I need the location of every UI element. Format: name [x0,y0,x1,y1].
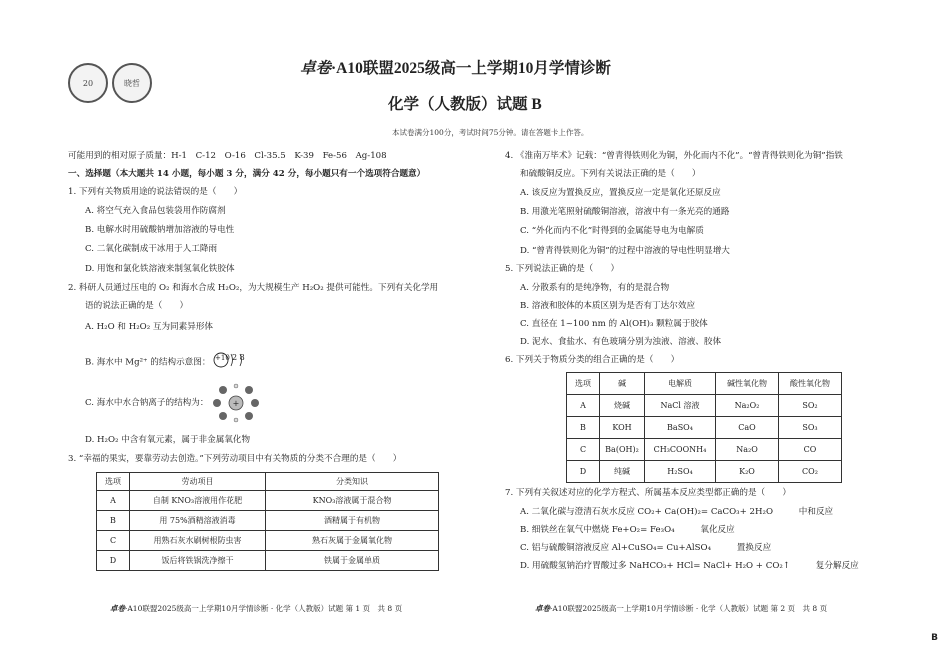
table-header-cell: 碱 [600,373,645,395]
table-header-cell: 劳动项目 [130,473,266,491]
table-cell: NaCl 溶液 [645,395,716,417]
exam-title [300,56,730,78]
table-row [97,531,439,551]
school-seal-logo [68,63,108,103]
q7-option-b: B. 细铁丝在氧气中燃烧 Fe+O₂= Fe₃O₄ 氧化反应 [520,525,735,535]
table-row [97,491,439,511]
question-1: 1. 下列有关物质用途的说法错误的是（ ） [68,187,243,197]
table-cell: B [97,511,130,531]
table-cell: Na₂O [716,439,779,461]
table-cell: 纯碱 [600,461,645,483]
footer-text: ·A10联盟2025级高一上学期10月学情诊断 · 化学（人教版）试题 第 1 页 共 8 页 [125,604,403,613]
table-cell: B [567,417,600,439]
table-cell: 烧碱 [600,395,645,417]
q7-option-a: A. 二氧化碳与澄清石灰水反应 CO₂+ Ca(OH)₂= CaCO₃+ 2H₂O 中和反应 [520,507,834,517]
q4-option-d: D. “曾青得铁则化为铜”的过程中溶液的导电性明显增大 [520,246,730,256]
table-cell: 自制 KNO₃溶液用作花肥 [130,491,266,511]
mg-nucleus-label: +10 [215,354,230,362]
table-cell: C [567,439,600,461]
table-cell: Ba(OH)₂ [600,439,645,461]
q2-option-c: C. 海水中水合钠离子的结构为： [85,398,209,408]
q4-option-a: A. 该反应为置换反应，置换反应一定是氧化还原反应 [520,188,721,198]
table-cell: CO [779,439,842,461]
q1-option-a: A. 将空气充入食品包装袋用作防腐剂 [85,206,226,216]
q2-option-a: A. H₂O 和 H₂O₂ 互为同素异形体 [85,322,214,332]
seal-text: 晓哲 [124,78,140,88]
version-letter: B [931,633,938,643]
table-cell: C [97,531,130,551]
q7-option-c: C. 铝与硫酸铜溶液反应 Al+CuSO₄= Cu+AlSO₄ 置换反应 [520,543,772,553]
footer-brand: 卓卷 [110,604,125,613]
table-row [567,395,842,417]
table-header-row [567,373,842,395]
q4-option-c: C. “外化而内不化”时得到的金属能导电为电解质 [520,226,704,236]
svg-text:+: + [232,399,240,408]
table-cell: D [97,551,130,571]
table-cell: 饭后将铁锅洗净擦干 [130,551,266,571]
table-cell: H₂SO₄ [645,461,716,483]
page-footer-left [110,603,402,614]
table-row [97,551,439,571]
question-3: 3. “幸福的果实，要靠劳动去创造。”下列劳动项目中有关物质的分类不合理的是（ ） [68,454,402,464]
q6-table [566,372,842,483]
exam-subtitle: 化学（人教版）试题 B [388,96,542,113]
q2-option-d: D. H₂O₂ 中含有氧元素，属于非金属氧化物 [85,435,251,445]
education-seal-logo [112,63,152,103]
table-header-cell: 酸性氧化物 [779,373,842,395]
page-footer-right [535,603,827,614]
table-header-cell: 选项 [567,373,600,395]
question-2-line2: 语的说法正确的是（ ） [85,301,189,311]
table-header-cell: 碱性氧化物 [716,373,779,395]
table-cell: SO₂ [779,395,842,417]
question-2-line1: 2. 科研人员通过压电的 O₂ 和海水合成 H₂O₂，为大规模生产 H₂O₂ 提供可能性。下列有关化学用 [68,283,439,293]
mg-shell-labels: 2 8 [232,353,245,362]
table-cell: Na₂O₂ [716,395,779,417]
table-header-cell: 分类知识 [266,473,439,491]
table-cell: KOH [600,417,645,439]
footer-brand: 卓卷 [535,604,550,613]
question-5: 5. 下列说法正确的是（ ） [505,264,620,274]
table-cell: CaO [716,417,779,439]
table-cell: CH₃COONH₄ [645,439,716,461]
q5-option-c: C. 直径在 1~100 nm 的 Al(OH)₃ 颗粒属于胶体 [520,319,708,329]
q7-option-d: D. 用硫酸氢钠治疗胃酸过多 NaHCO₃+ HCl= NaCl+ H₂O + CO₂↑ 复分解反应 [520,561,859,571]
footer-text: ·A10联盟2025级高一上学期10月学情诊断 · 化学（人教版）试题 第 2 页 共 8 页 [550,604,828,613]
q4-option-b: B. 用激光笔照射硫酸铜溶液，溶液中有一条光亮的通路 [520,207,730,217]
table-cell: A [97,491,130,511]
q5-option-a: A. 分散系有的是纯净物，有的是混合物 [520,283,670,293]
question-6: 6. 下列关于物质分类的组合正确的是（ ） [505,355,680,365]
q5-option-b: B. 溶液和胶体的本质区别为是否有丁达尔效应 [520,301,696,311]
q1-option-c: C. 二氧化碳制成干冰用于人工降雨 [85,244,218,254]
question-4-line1: 4. 《淮南万毕术》记载：“曾青得铁则化为铜，外化而内不化”。“曾青得铁则化为铜”指铁 [505,151,843,161]
q2-option-b-text: B. 海水中 Mg²⁺ 的结构示意图： [85,357,211,368]
q3-table [96,472,439,571]
table-header-row [97,473,439,491]
table-cell: 用 75%酒精溶液消毒 [130,511,266,531]
q5-option-d: D. 泥水、食盐水、有色玻璃分别为浊液、溶液、胶体 [520,337,722,347]
hydrated-sodium-ion-diagram [213,383,259,426]
brand-mark: 卓卷 [300,58,332,77]
question-4-line2: 和硫酸铜反应。下列有关说法正确的是（ ） [520,169,701,179]
table-row [567,417,842,439]
question-7: 7. 下列有关叙述对应的化学方程式、所属基本反应类型都正确的是（ ） [505,488,791,498]
atomic-masses: 可能用到的相对原子质量：H-1 C-12 O-16 Cl-35.5 K-39 Fe-56 Ag-108 [68,151,387,161]
table-cell: BaSO₄ [645,417,716,439]
exam-note: 本试卷满分100分，考试时间75分钟。请在答题卡上作答。 [392,128,589,137]
table-cell: 熟石灰属于金属氧化物 [266,531,439,551]
table-cell: D [567,461,600,483]
exam-title-text: ·A10联盟2025级高一上学期10月学情诊断 [331,60,611,77]
section-heading: 一、选择题（本大题共 14 小题，每小题 3 分，满分 42 分，每小题只有一个选项符合题意） [68,169,426,179]
q1-option-d: D. 用饱和氯化铁溶液来制氢氧化铁胶体 [85,264,235,274]
table-cell: SO₃ [779,417,842,439]
table-header-cell: 选项 [97,473,130,491]
q1-option-b: B. 电解水时用硫酸钠增加溶液的导电性 [85,225,235,235]
table-row [97,511,439,531]
table-cell: K₂O [716,461,779,483]
table-cell: KNO₃溶液属于混合物 [266,491,439,511]
table-cell: 用熟石灰水刷树根防虫害 [130,531,266,551]
seal-text: 20 [82,78,94,88]
table-row [567,439,842,461]
table-cell: 酒精属于有机物 [266,511,439,531]
table-cell: 铁属于金属单质 [266,551,439,571]
table-header-cell: 电解质 [645,373,716,395]
table-cell: A [567,395,600,417]
table-cell: CO₂ [779,461,842,483]
table-row [567,461,842,483]
